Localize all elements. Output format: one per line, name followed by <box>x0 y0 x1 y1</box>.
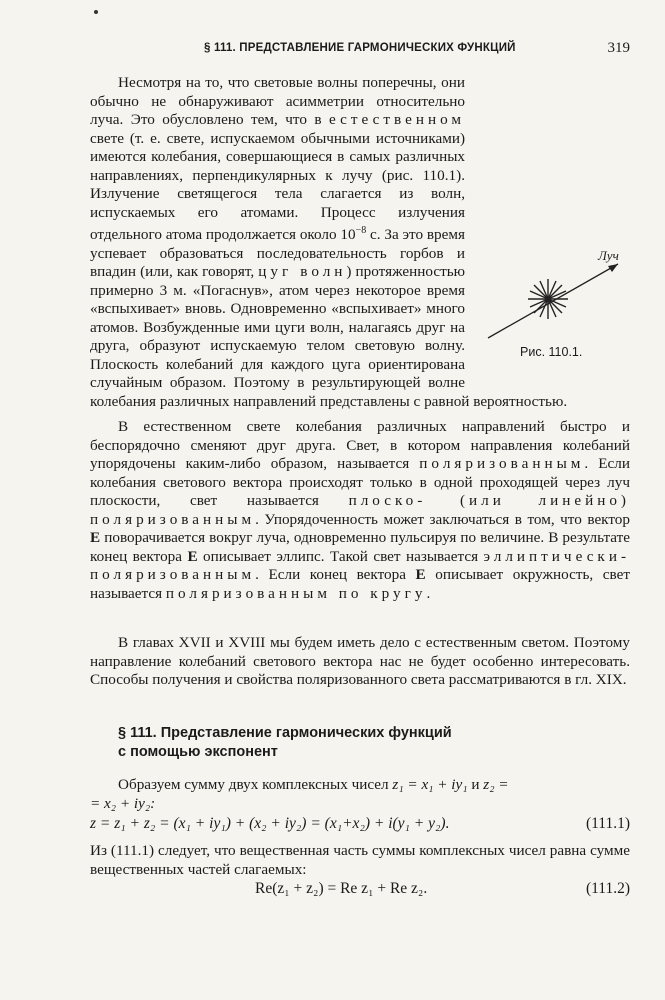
section-heading-line-2: с помощью экспонент <box>118 744 278 760</box>
eq1-body: z = z₁ + z₂ = (x₁ + iy₁) + (x₂ + iy₂) = (x₁+x₂) + i(y₁ + y₂). <box>90 815 450 832</box>
print-speck <box>94 10 98 14</box>
p2-emph-circular: поляризованным по кругу <box>165 584 427 602</box>
equation-111-1 <box>90 815 630 833</box>
ray-label: Луч <box>598 250 619 263</box>
oscillation-star <box>528 279 568 319</box>
figure-caption: Рис. 110.1. <box>520 345 583 359</box>
paragraph-3 <box>90 634 630 690</box>
p2-text-b: . Если колебания светового вектора происходят только в одной проходящей через луч плоскости, свет называется <box>90 455 630 509</box>
p2-emph-linear: плоско- (или линейно) поляризованным <box>90 492 630 528</box>
ray-diagram <box>470 250 630 345</box>
paragraph-4 <box>90 776 630 813</box>
p5-text: Из (111.1) следует, что вещественная часть суммы комплексных чисел равна сумме вещественных частей слагаемых: <box>90 842 630 878</box>
section-heading-line-1: § 111. Представление гармонических функций <box>118 725 452 741</box>
z2-definition-b: = x₂ + iy₂: <box>90 794 156 812</box>
p1-text-d: ) протяженностью примерно 3 м. «Погаснув», атом через некоторое время «вспыхивает» вновь. Одновременно «вспыхивает» много атомов. Возбужденные ими цуги волн, налагаясь друг на друга, образуют испускаемую телом световую волну. Плоскость колебаний для каждого цуга ориентирована случайным образом. Поэтому в результирующей волне колебания различных направлений представлены с равной вероятностью. <box>90 263 568 410</box>
z1-definition: z₁ = x₁ + iy₁ <box>392 776 468 793</box>
p2-text-c: . Упорядоченность может заключаться в том, что вектор <box>255 510 630 528</box>
eq2-number: (111.2) <box>585 880 630 897</box>
eq1-number: (111.1) <box>585 815 630 832</box>
p1-exponent: −8 <box>355 225 367 236</box>
p2-text-f: . Если конец вектора <box>255 566 406 583</box>
p3-text: В главах XVII и XVIII мы будем иметь дело с естественным светом. Поэтому направление колебаний светового вектора нас не будет особенно интересовать. Способы получения и свойства поляризованного света рассматриваются в гл. XIX. <box>90 634 630 688</box>
p2-text-g: описывает окружность, свет называется <box>90 566 630 602</box>
paragraph-5 <box>90 842 630 879</box>
section-heading <box>118 724 618 762</box>
p2-emph-polarized: поляризованным <box>419 455 585 472</box>
paragraph-2 <box>90 418 630 603</box>
p1-emph-wavetrain: цуг волн <box>258 263 347 281</box>
p2-emph-elliptic: эллиптически-поляризованным <box>90 547 631 583</box>
p4-text-a: Образуем сумму двух комплексных чисел <box>118 776 389 793</box>
p1-emph-natural: естественном <box>329 111 465 128</box>
vector-e-2: E <box>187 547 198 565</box>
running-title: § 111. ПРЕДСТАВЛЕНИЕ ГАРМОНИЧЕСКИХ ФУНКЦИЙ <box>204 42 516 54</box>
p1-text-a: Несмотря на то, что световые волны поперечны, они обычно не обнаруживают асимметрии относительно луча. Это обусловлено тем, что в <box>90 74 465 128</box>
p2-text-h: . <box>426 584 431 602</box>
p1-text-b: свете (т. е. свете, испускаемом обычными источниками) имеются колебания, совершающиеся в самых различных направлениях, перпендикулярных к лучу (рис. 110.1). Излучение светящегося тела слагается из волн, испускаемых его атомами. Процесс излучения отдельного атома продолжается около 10 <box>90 129 465 244</box>
p2-text-e: описывает эллипс. Такой свет называется <box>203 547 479 565</box>
z2-definition-a: z₂ = <box>483 776 509 793</box>
p4-and: и <box>471 776 480 793</box>
p2-text-a: В естественном свете колебания различных направлений быстро и беспорядочно сменяют друг друга. Свет, в котором направления колебаний упорядочены каким-либо образом, называется <box>90 418 630 472</box>
vector-e-1: E <box>90 529 101 546</box>
page-number: 319 <box>607 40 630 56</box>
eq2-body: Re(z₁ + z₂) = Re z₁ + Re z₂. <box>255 880 428 897</box>
p1-text-c: с. За это время успевает образоваться последовательность горбов и впадин (или, как говорят, <box>90 226 465 281</box>
running-header <box>90 40 630 62</box>
vector-e-3: E <box>415 566 426 583</box>
p2-text-d: поворачивается вокруг луча, одновременно пульсируя по величине. В результате конец вектора <box>90 529 631 565</box>
